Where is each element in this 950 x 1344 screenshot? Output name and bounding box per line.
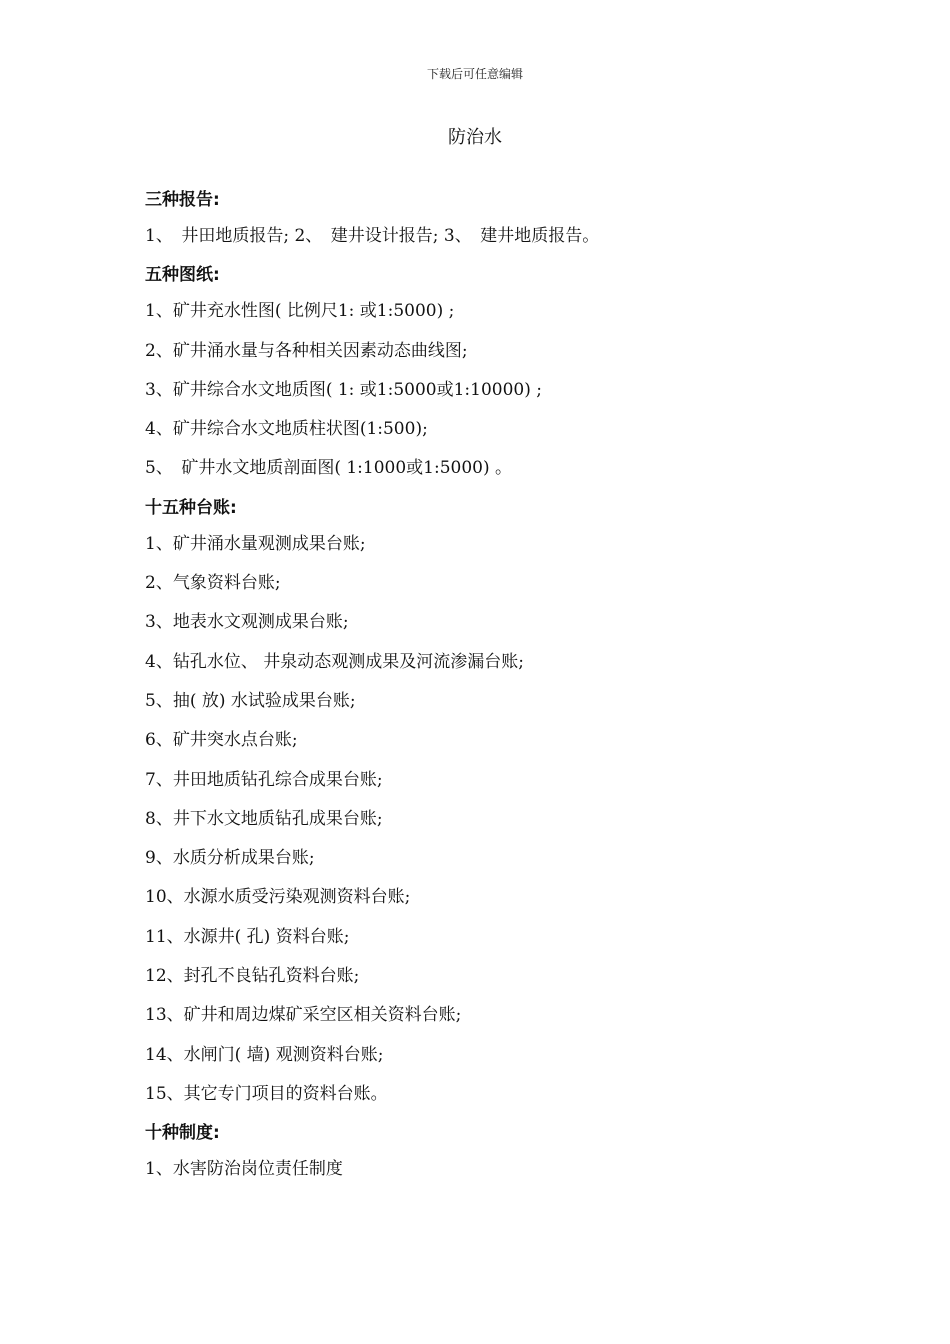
- list-item: 3、矿井综合水文地质图( 1: 或1:5000或1:10000) ;: [145, 379, 542, 400]
- document-title: 防治水: [448, 127, 502, 148]
- list-item: 13、矿井和周边煤矿采空区相关资料台账;: [145, 1005, 462, 1026]
- header-note: 下载后可任意编辑: [426, 67, 523, 81]
- list-item: 1、水害防治岗位责任制度: [145, 1159, 343, 1180]
- list-item: 10、水源水质受污染观测资料台账;: [145, 887, 411, 908]
- section-heading-systems: 十种制度:: [145, 1123, 220, 1144]
- list-item: 2、气象资料台账;: [145, 573, 281, 594]
- list-item: 1、矿井涌水量观测成果台账;: [145, 533, 366, 554]
- list-item: 12、封孔不良钻孔资料台账;: [145, 966, 360, 987]
- list-item: 5、抽( 放) 水试验成果台账;: [145, 690, 356, 711]
- list-item: 1、矿井充水性图( 比例尺1: 或1:5000) ;: [145, 301, 455, 322]
- list-item: 4、钻孔水位、 井泉动态观测成果及河流渗漏台账;: [145, 651, 524, 672]
- list-item: 2、矿井涌水量与各种相关因素动态曲线图;: [145, 340, 468, 361]
- document-body: [145, 186, 865, 1195]
- list-item: 11、水源井( 孔) 资料台账;: [145, 926, 350, 947]
- section-heading-ledgers: 十五种台账:: [145, 497, 237, 518]
- list-item: 9、水质分析成果台账;: [145, 848, 315, 869]
- list-item: 1、 井田地质报告; 2、 建井设计报告; 3、 建井地质报告。: [145, 226, 600, 246]
- list-item: 15、其它专门项目的资料台账。: [145, 1083, 388, 1104]
- list-item: 14、水闸门( 墙) 观测资料台账;: [145, 1044, 384, 1065]
- list-item: 4、矿井综合水文地质柱状图(1:500);: [145, 419, 428, 440]
- list-item: 7、井田地质钻孔综合成果台账;: [145, 769, 383, 790]
- list-item: 8、井下水文地质钻孔成果台账;: [145, 808, 383, 829]
- list-item: 6、矿井突水点台账;: [145, 730, 298, 751]
- section-heading-reports: 三种报告:: [145, 190, 220, 210]
- section-heading-drawings: 五种图纸:: [145, 265, 220, 286]
- list-item: 5、 矿井水文地质剖面图( 1:1000或1:5000) 。: [145, 458, 513, 479]
- list-item: 3、地表水文观测成果台账;: [145, 612, 349, 633]
